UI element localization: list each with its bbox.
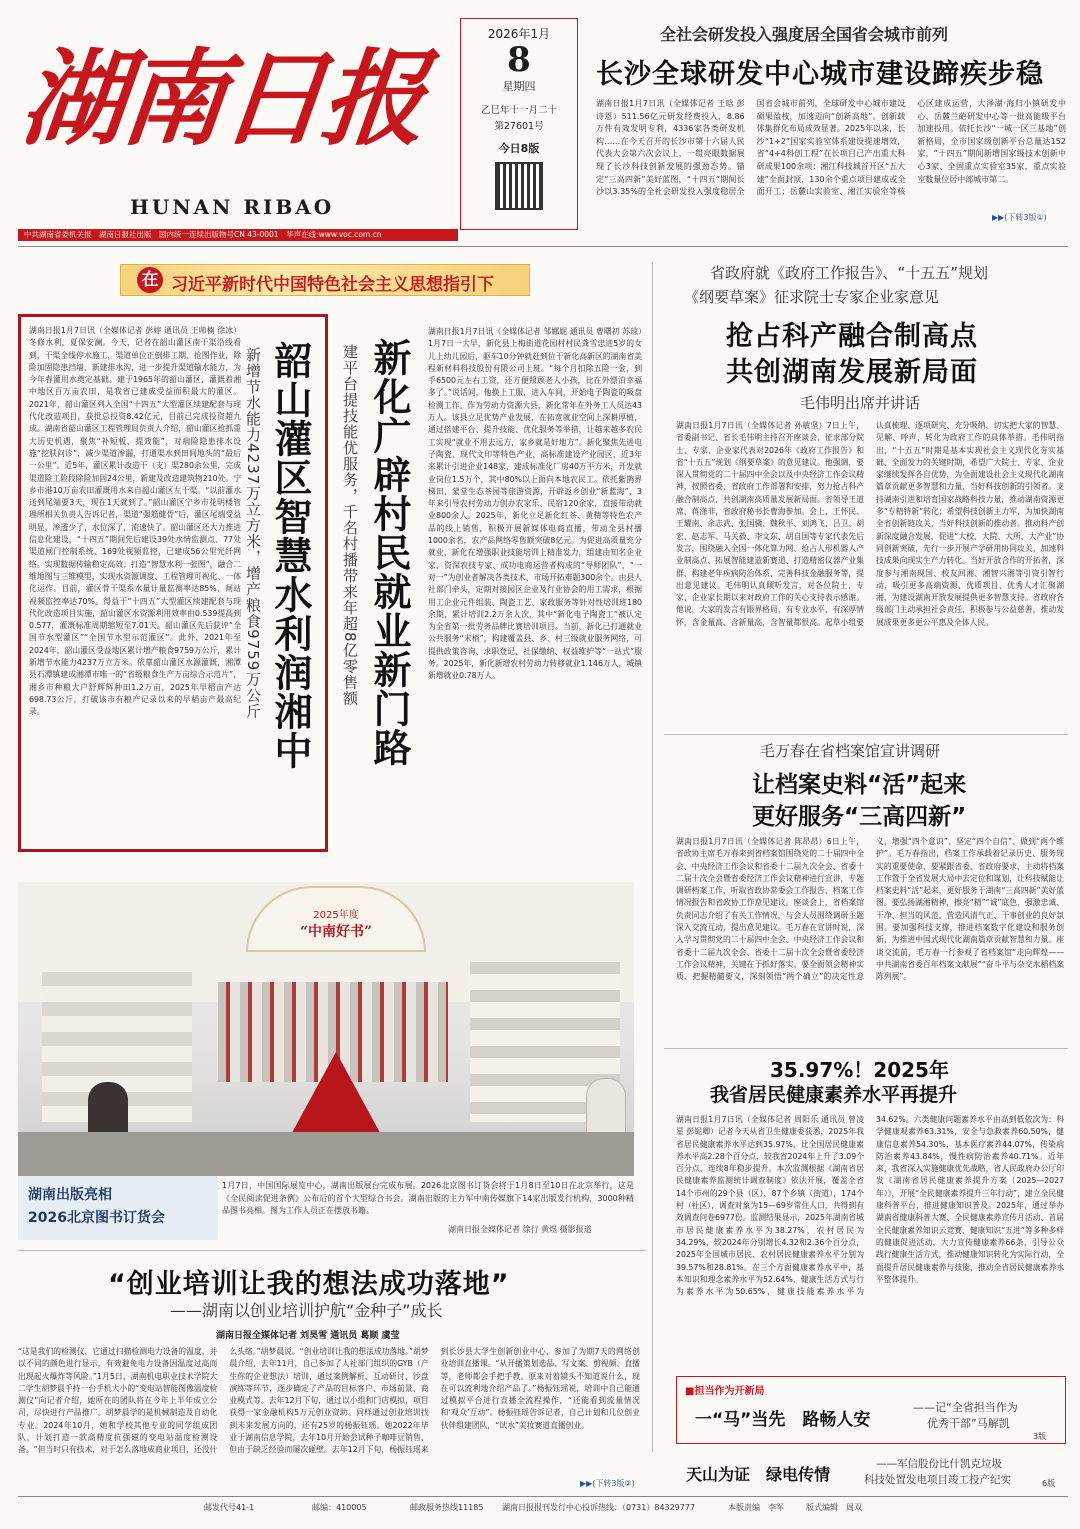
- footer-zip: 邮编：410005: [312, 1503, 367, 1512]
- footer-complaint: 湖南日报报刊发行中心投诉热线：（0731）84329777: [502, 1503, 696, 1512]
- top-story-continue[interactable]: ▶▶(下转3版①): [992, 213, 1047, 222]
- column-banner-text: 习近平新时代中国特色社会主义思想指引下: [171, 275, 494, 295]
- newspaper-logo: 湖南日报: [15, 37, 429, 160]
- teaser-bottom-headline[interactable]: 天山为证 绿电传情: [686, 1465, 831, 1484]
- article-xinhua-body: 湖南日报1月7日讯（全媒体记者 邹娜妮 通讯员 曹曙初 苏琼）1月7日一大早，新化县上梅街道花园村村民龚雪忠进5岁的女儿上幼儿园后，驱车10分钟就赶到位于新化高新区的湖南省美程新材料科技股份有限公司上班。“每个月扣除五险一金，到手6500元左右工资，还方便照顾老人小孩，比在外漂泊幸福多了。”说话间，他换上工服，进入车间，开始电子陶瓷的吸盘检测工作。作为劳动力资源大县，新化常年在外务工人员达43万人。该县立足优势产业发展，在拓宽就业空间上深耕厚植，通过搭建平台、提升技能、优化服务等举措，让越来越多农民工实现“就业不用去远方，家乡就是好地方”。新化聚焦先进电子陶瓷、现代文印等特色产业，高标准建设产业园区，近3年来累计引进企业148家，建成标准化厂房40万平方米，开发就业岗位1.5万个，其中80%以上面向本地农民工。依托紫鹊界梯田、蒙堂生态茶园等旅游资源，开辟返乡创业“新蓝海”，3年来引导农村劳动力创办农家乐、民宿120余家，直接带动就业800余人。2025年，新化立足新化红茶、黄精等特色农产品的线上销售，积极开展新媒体电商直播，带动全县村播1000余名，农产品网络零售额突破8亿元。为促进高质量充分就业，新化在增强职业技能培训上精准发力，组建由知名企业家、资深农技专家、成功电商运营者构成的“导师团队”，“一对一”为创业者解决各类技术、市场开拓难题300余个。由县人社部门牵头，定期对接园区企业及行业协会的用工需求，根据用工企业元件组装、陶瓷工艺、家政服务等针对性培训班180余期，累计培训2.2万余人次，其中“新化电子陶瓷工”被认定为全省第一批劳务品牌比赛培训项目。当前，新化已打通就业公共服务“末梢”，构建覆盖县、乡、村三级就业服务网络，可提供政策咨询、求职登记、社保缴纳、权益维护等“一站式”服务。2025年，新化新增农村劳动力转移就业1.146万人，城镇新增就业0.78万人。: [428, 327, 642, 681]
- photo-caption-title-2: 2026北京图书订货会: [28, 1210, 165, 1226]
- column-banner-tag: 在: [137, 267, 163, 293]
- article-academician-kicker-2: 《纲要草案》征求院士专家企业家意见: [684, 288, 940, 306]
- page-count: 今日8版: [498, 142, 540, 155]
- article-academician-headline-2[interactable]: 共创湖南发展新局面: [726, 357, 978, 388]
- teaser-page: 3版: [1033, 1432, 1047, 1441]
- article-academician-body: 湖南日报1月7日讯（全媒体记者 孙敏坚）7日上午，省委副书记、省长毛伟明主持召开座谈会，征求部分院士、专家、企业家代表对2026年《政府工作报告》和省“十五五”规划《纲要草案》的意见建议。他强调，要深入贯彻党的二十届四中全会以及中央经济工作会议精神，按照省委、省政府工作部署和安排，努力抢占科产融合制高点，共创湖南高质量发展新局面。省领导王道席、蒋涤非，省政府秘书长曹海参加。会上，王怀民、王耀南、余志武、张国骥、魏秋平、刘鸿飞、吕卫、胡宏、赵志军、马关毅、李文东、胡自国等专家代表先后发言，围绕融入全国一体化算力网、抢占人形机器人产业制高点、拓展智能建造新赛道、打造精密仪器产业集群、构建老年疾病防治体系、完善科技金融服务等，提出意见建议。毛伟明认真倾听发言，对各位院士、专家、企业家长期以来对政府工作的关心支持表示感谢。他说，大家的发言有眼界格局，有专业水平，有深厚情怀，含金量高、含新量高，含智量都很高。起草小组要认真梳理、逐项研究、充分吸纳，切实把大家的智慧、见解、呼声，转化为政府工作的具体举措。毛伟明指出，“十五五”时期是基本实现社会主义现代化夯实基础、全面发力的关键时期，希望广大院士、专家、企业家继续发挥各自优势，为全面建设社会主义现代化湖南篇章贡献更多智慧和力量，当好科技创新的引领者。支持湖南引进和培育国家战略科技力量，推动湖南资源更多“专精特新”转化；希望科技创新主力军，为加快湖南全省创新链攻关，当好科技创新的推动者。推动科产创新深度融合发展，促进“大校、大院、大所、大产业”协同创新突破，先行一步开展产学研用协同攻关，加速科技成果向现实生产力转化。当好开放合作的开拓者，深度参与湘南现国、校友回湘、湘智兴湘等引资引智行动，吸引更多高端资源、优质项目、优秀人才汇聚湖湘，为建设湖南开放发展提供更多智慧支持。省政府各级部门主动承担社会责任，积极参与公益慈善，推动发展成果更多更公平惠及全体人民。: [676, 421, 1064, 627]
- teaser-sub-1: ——记“全省担当作为: [913, 1401, 1018, 1414]
- date-lunar: 乙巳年十一月二十: [480, 105, 557, 116]
- date-weekday: 星期四: [502, 80, 536, 93]
- teaser-headline[interactable]: 一“马”当先 路畅人安: [695, 1410, 871, 1430]
- teaser-box[interactable]: [676, 1376, 1066, 1444]
- article-xinhua-headline[interactable]: 新化广辟村民就业新门路: [367, 338, 412, 767]
- article-academician-kicker-1: 省政府就《政府工作报告》、“十五五”规划: [710, 264, 989, 282]
- book-fair-photo[interactable]: [18, 882, 634, 1176]
- photo-caption-text: 1月7日，中国国际展览中心，湖南出版展台完成布展。2026北京图书订货会将于1月8日至10日在北京举行，这是《全民阅读促进条例》公布后的首个大型综合书会。湖南出版的主力军中南传媒旗下14家出版发行机构，3000种精品图书亮相。图为工作人员正在摆放书籍。: [222, 1181, 634, 1215]
- masthead-info-bar: 中共湖南省委机关报 湖南日报社出版 国内统一连续出版物号CN 43-0001 华声在线:www.voc.com.cn: [18, 229, 458, 241]
- teaser-bottom-sub-2: 科技处置发电项目竣工投产纪实: [864, 1474, 1011, 1486]
- article-entrepreneur-byline: 湖南日报全媒体记者 刘昊雪 通讯员 葛顺 虞莹: [216, 1331, 400, 1341]
- column-banner: [120, 264, 530, 296]
- footer-hotline: 邮政服务热线11185: [410, 1503, 484, 1512]
- photo-caption-title-1: 湖南出版亮相: [28, 1187, 112, 1203]
- date-year-month: 2026年1月: [487, 27, 551, 41]
- photo-floor: [18, 1132, 634, 1176]
- article-entrepreneur-body: “这是我们的检测仪，它通过扫描检测电力设备的温度，并以不同的颜色进行显示，有效避免电力设备因温度过高而出现起火爆炸等风险。”1月5日，湖南机电职业技术学院大二学生胡梦晨手持一台手机大小的“变电站智能图像温度检测仪”向记者介绍，她所在的团队将在今年上半年成立公司，尽快进行产品推广。胡梦晨学的是机械制造及自动化专业。2024年10月，她和学校其他专业的同学组成团队，计划打造一款高精度抗强磁的变电站温度检测设备。“但当时只有技术，对于怎么落地成商业项目，还没什么头绪。”胡梦晨说。“创业培训让我的想法成功落地。”胡梦晨介绍，去年11月，自己参加了人社部门组织的GYB（产生你的企业想法）培训，通过案例解析、互动研讨、沙盘演练等环节，逐步确定了产品的目标客户、市场前景、商业模式等。去年12月下旬，通过以小组和门店模拟，项目获得一家金融机构5万元创业资助。同样通过创业培训找到未来发展方向的，还有25岁的杨振钰瑶。她2022年毕业于湖南信息学院，去年10月开始尝试种子咖啡豆销售，但由于缺乏经验而屡次碰壁。去年12月下旬，杨振钰瑶来到长沙县大学生创新创业中心，参加了为期7天的网络创业培训直播课。“从开播策划选品、写文案、剪视频、直播等，老师都会手把手教。原来对着镜头不知道说什么，现在可以流利地介绍产品了。”杨振钰瑶说，培训中自己能通过模拟平台进行直播全流程操作，“还能看到流量情况和‘观众’互动”。杨振钰瑶告诉记者，自己计划和几位创业伙伴组建团队，“试水”美妆赛道直播创业。: [18, 1347, 640, 1455]
- photo-caption-title: [18, 1176, 218, 1240]
- article-entrepreneur-subhead: ——湖南以创业培训护航“金种子”成长: [170, 1301, 443, 1320]
- photo-credit: 湖南日报全媒体记者 徐行 黄煜 摄影报道: [448, 1225, 592, 1234]
- teaser-bottom-sub-1: ——军信股份比什凯克垃圾: [876, 1458, 1002, 1470]
- article-entrepreneur-continue[interactable]: ▶▶(下转3版②): [580, 1479, 635, 1488]
- footer: [18, 1502, 1068, 1518]
- article-archives-headline-1[interactable]: 让档案史料“活”起来: [752, 772, 967, 798]
- teaser-bottom[interactable]: [676, 1452, 1066, 1492]
- footer-designer: 版式编辑 周双: [806, 1503, 862, 1512]
- top-story-body: 湖南日报1月7日讯（全媒体记者 王晗 彭诗恩）511.56亿元研发经费投入，8.86万件有效发明专利，4336家各类研发机构……在今天召开的长沙市第十六届人民代表大会第六次会议上，一组亮眼数据展现了长沙科技创新发展的强劲态势。锚定“三高四新”美好蓝图，“十四五”期间长沙以3.35%的全社会研发投入强度稳居全国省会城市前列，全球研发中心城市建设硕果盈枝，加速迈向“创新高地”。创新载体集群化布局成效显著。2025年以来，长沙“1+2”国家实验室体系建设提速增效，省“4+4科创工程”在长项目已产出重大科研成果100余项；湘江科技城首开区“五大建”全面封顶，130余个重点项目建成或全面开工；岳麓山实验室、湘江实验室等核心区建成运营，大泽湖·海归小镇研发中心、岳麓兰葩研发中心等一批高能级平台加速投用。依托长沙“一城一区三基地”创新格局，全市国家级创新平台总量达152家，“十四五”期间新增国家级技术创新中心3家、全国重点实验室35家，重点实验室数量位居中部城市第二。: [596, 99, 1066, 197]
- date-box: [460, 18, 578, 230]
- article-shaoshan-box: [18, 314, 328, 852]
- qr-code[interactable]: [495, 162, 543, 210]
- article-health-body: 湖南日报1月7日讯（全媒体记者 周阳乐 通讯员 曾凌星 彭铌卿）记者今天从省卫生健康委获悉，2025年我省居民健康素养水平达到35.97%，比全国居民健康素养水平高2.28个百分点，较我省2024年上升了3.09个百分点，连续8年稳步提升。本次监测根据《湖南省居民健康素养监测统计调查制度》依法开展，覆盖全省14个市州的29个县（区），87个乡镇（街道），174个村（社区），调查对象为15—69岁常住人口，共得到有效调查问卷6977份。监测结果显示，2025年湖南省城市居民健康素养水平为38.27%，农村居民为34.29%，较2024年分别增长4.32和2.36个百分点，2025年全国城市居民、农村居民健康素养水平分别为39.57%和28.81%。在三个方面健康素养水平中，基本知识和理念素养水平为52.64%，健康生活方式与行为素养水平为50.65%，健康技能素养水平为34.62%。六类健康问题素养水平由高到低依次为：科学健康观素养63.31%，安全与急救素养60.50%，健康信息素养54.30%，基本医疗素养44.07%，传染病防治素养43.84%，慢性病防治素养40.71%。近年来，我省深入实施健康优先战略，省人民政府办公厅印发《湖南省居民健康素养提升方案（2025—2027年）》，开展“全民健康素养提升三年行动”，建立全民健康科普平台，推进健康知识普及。2025年，通过举办湖南省健康科普大赛、全民健康素养宣传月活动、首届全民健康素养知识云竞赛、健康知识“五进”等多种多样的健康促进活动，大力宣传健康素养66条，引导公众践行健康生活方式，推动健康知识转化为实际行动，全面提升居民健康素养与技能，推动全省居民健康素养水平整体提升。: [676, 1115, 1064, 1297]
- photo-sign-year: 2025年度: [313, 910, 359, 921]
- top-story-headline[interactable]: 长沙全球研发中心城市建设蹄疾步稳: [596, 59, 1044, 90]
- newspaper-logo-en: HUNAN RIBAO: [130, 195, 335, 219]
- footer-editor: 本版责编 李军: [728, 1503, 784, 1512]
- teaser-bottom-page: 6版: [1042, 1479, 1056, 1488]
- article-shaoshan-body: 湖南日报1月7日讯（全媒体记者 彭婷 通讯员 王帅楠 徐冰）冬修水利，夏保安澜。今天，记者在韶山灌区南干渠沿线看到，干渠全线停水施工，渠道单位正倒排工期、抢图作业，除险加固隐患挡墙、新建排水沟，进一步提升渠道输水能力，为今年春灌用水奠定基础。建于1965年的韶山灌区，灌溉着湘中地区百万亩农田，是我省已建成受益面积最大的灌区。2021年，韶山灌区列入全国“十四五”大型灌区续建配套与现代化改造项目，获批总投资8.42亿元，目前已完成投资超九成。湖南省韶山灌区工程管理局负责人介绍，韶山灌区抢抓重大历史机遇，聚焦“补短板、提效能”，对病险隐患排水设施“挖肤问诊”，减少渠道渗漏，打通渠水到田间地头的“最后一公里”。近5年，灌区累计改造干（支）渠280余公里，完成渠道险工险段除险加固24公里，新建及改造建筑物210处。宁乡市港10万亩农田灌溉用水来自韶山灌区左干渠。“以前灌水送到尾端要3天，现在1天就到了。”韶山灌区宁乡市花明楼管理所相关负责人告诉记者，渠道“强筋健骨”后，灌区尾端受益明显，渗透少了，水位深了，流速快了。韶山灌区还大力推进信息化建设，“十四五”期间先后建设39处水情监测点、77处渠道闸门控制系统、169处视频监控，已建成56公里光纤网络。实现数据传输稳定高效；打造“智慧水利一张图”，融合二维地图与三维模型，实现水资源调度、工程管理可视化、一体化运作。目前，灌区骨干渠系水量计量监测率达85%，闸站视频监控率达70%。得益于“十四五”大型灌区续建配套与现代化改造项目实施，韶山灌区水资源利用效率由0.539提高到0.577，灌溉标准周期缩短至7.01天。韶山灌区先后获评“全国节水型灌区”“全国节水型示范灌区”。此外，2021年至2024年，韶山灌区受益地区累计增产粮食9759万公斤，累计新增节水能力4237万立方米。依靠韶山灌区水源灌溉，湘潭县石潭镇建成湘潭市唯一的“省级粮食生产万亩综合示范片”，湘乡市种粮大户舒辉辉种田1.2万亩，2025年早稻亩产达698.73公斤，打破该市有粮产记录以来的早稻亩产最高纪录。: [29, 326, 241, 717]
- article-academician-headline-1[interactable]: 抢占科产融合制高点: [726, 321, 978, 352]
- footer-postal-code: 邮发代号41-1: [204, 1503, 255, 1512]
- top-story-kicker: 全社会研发投入强度居全国省会城市前列: [660, 25, 949, 44]
- article-archives-kicker: 毛万春在省档案馆宣讲调研: [760, 742, 941, 760]
- article-archives-headline-2[interactable]: 更好服务“三高四新”: [752, 804, 967, 830]
- article-health-headline-2[interactable]: 我省居民健康素养水平再提升: [710, 1084, 958, 1106]
- article-archives-body: 湖南日报1月7日讯（全媒体记者 陈昂昂）6日上午，省政协主席毛万春来到省档案馆围绕党的二十届四中全会、中央经济工作会议和省委十二届九次全会、省委十二届十次全会暨省委经济工作会议精神进行宣讲，专题调研档案工作，听取省政协常委会工作报告、档案工作情况报告和省政协工作意见建议。座谈会上，省档案馆负责同志介绍了有关工作情况，与会人员围绕调研主题深入交流互动，提出意见建议。毛万春在宣讲时说，深入学习贯彻党的二十届四中全会、中央经济工作会议和省委十二届九次全会、省委十二届十次全会暨省委经济工作会议精神，关键在于抓好落实。要全面领会精神实质、把握精髓要义，深刻领悟“两个确立”的决定性意义，增强“四个意识”、坚定“四个自信”、做到“两个维护”。毛万春指出，档案工作承载着记录历史、服务现实的重要使命，要紧跟省委、省政府要求，主动将档案工作置于全省发展大局中去定位和谋划，让科技赋能让档案史料“活”起来，更好服务于湖南“三高四新”美好蓝图。要弘扬湖湘精神，擦亮“精”“诚”底色，强激忠诚、干净、担当的风范，营造风清气正、干事创业的良好氛围。要加强科技支撑，推进档案数字化建设和服务创新，为推进中国式现代化湖南篇章贡献智慧和力量。座谈交流前，毛万春一行参观了省档案馆“走向辉煌——中共湖南省委百年档案文献展”“奋斗平与杂交水稻档案陈列展”。: [676, 837, 1064, 982]
- article-shaoshan-subhead: 新增节水能力4237万立方米，增产粮食9759万公斤: [244, 347, 262, 720]
- article-entrepreneur-headline[interactable]: “创业培训让我的想法成功落地”: [108, 1269, 510, 1300]
- article-health-headline-1[interactable]: 35.97%！2025年: [770, 1058, 949, 1082]
- article-shaoshan-headline[interactable]: 韶山灌区智慧水利润湘中: [268, 341, 313, 770]
- photo-sign-text: “中南好书”: [299, 924, 373, 940]
- teaser-sub-2: 优秀干部”马解凯: [927, 1417, 1010, 1430]
- article-academician-subhead: 毛伟明出席并讲话: [800, 394, 921, 412]
- date-day: 8: [507, 40, 531, 80]
- article-xinhua-subhead: 建平台提技能优服务，千名村播带来年超8亿零售额: [341, 344, 359, 707]
- issue-number: 第27601号: [494, 121, 544, 132]
- teaser-tag: ■担当作为开新局: [685, 1386, 765, 1397]
